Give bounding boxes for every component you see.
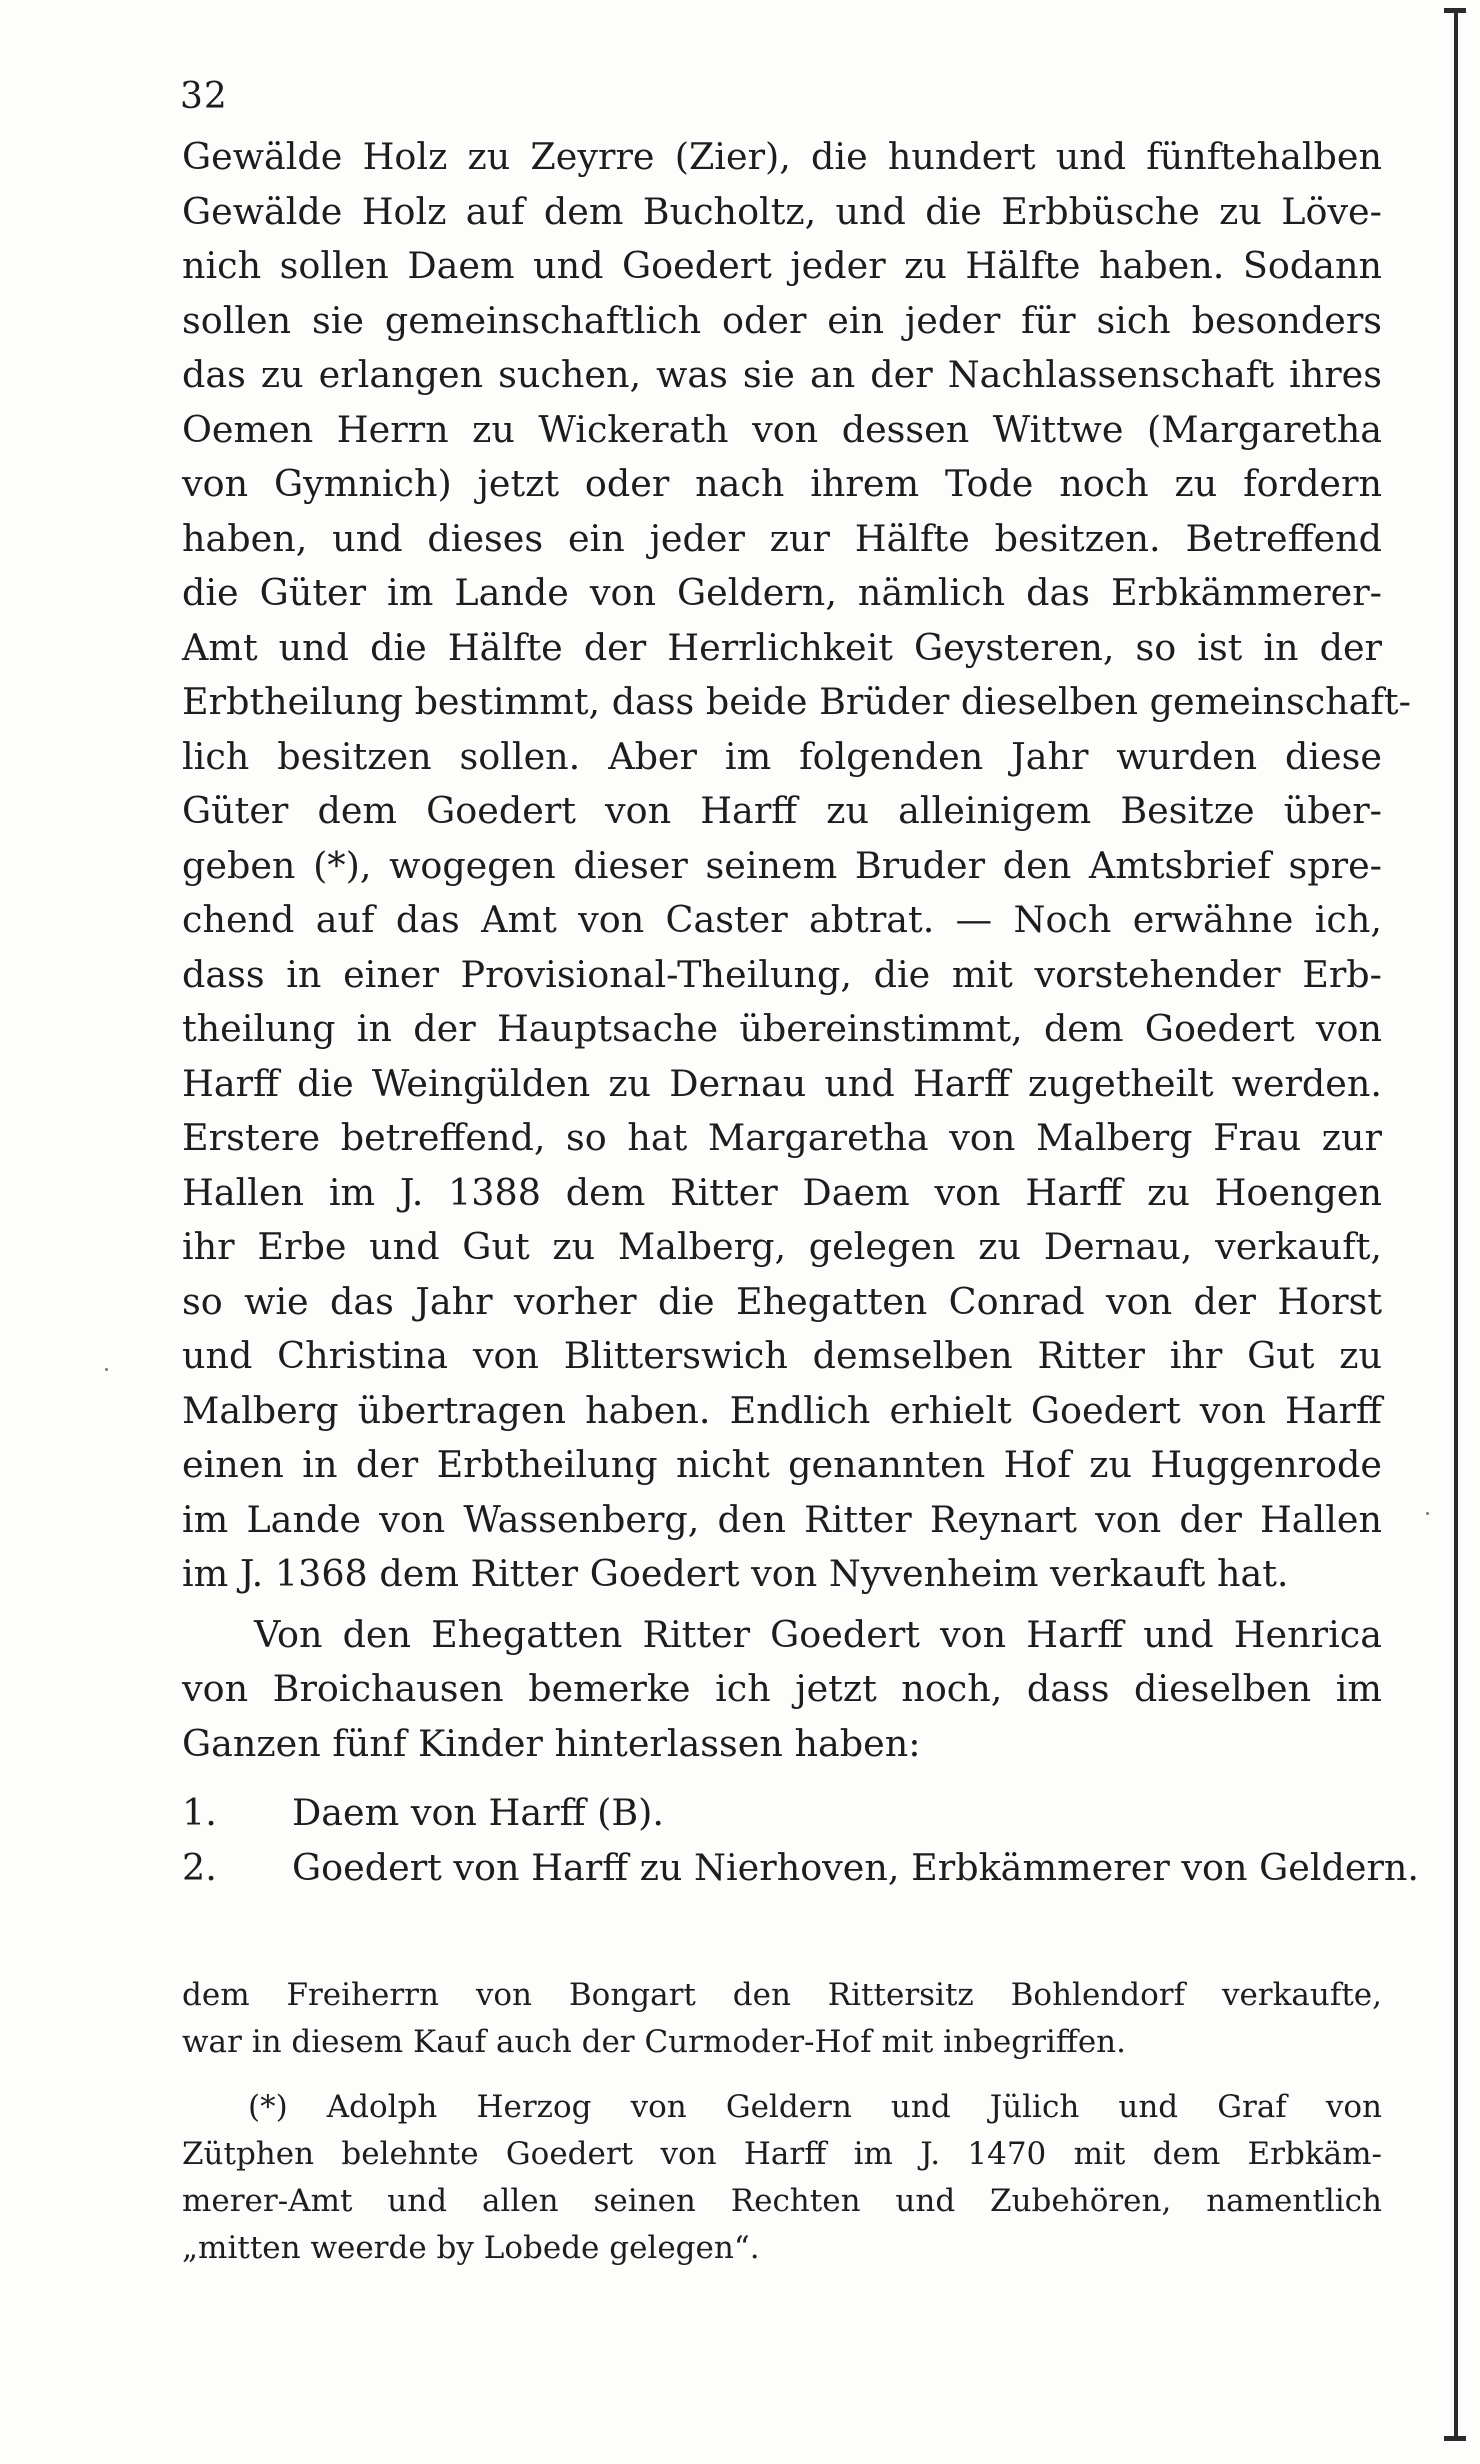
text-line: und Christina von Blitterswich demselben Ritter ihr Gut zu: [182, 1334, 1382, 1377]
footnote-line: dem Freiherrn von Bongart den Rittersitz Bohlendorf verkaufte,: [182, 1977, 1382, 2013]
text-line: lich besitzen sollen. Aber im folgenden Jahr wurden diese: [182, 734, 1382, 778]
text-line: haben, und dieses ein jeder zur Hälfte besitzen. Betreffend: [182, 516, 1382, 560]
text-line: Von den Ehegatten Ritter Goedert von Harff und Henrica: [254, 1612, 1382, 1656]
footnote-line: war in diesem Kauf auch der Curmoder-Hof mit inbegriffen.: [182, 2024, 1126, 2060]
text-line: chend auf das Amt von Caster abtrat. — Noch erwähne ich,: [182, 898, 1382, 941]
footnote-line: „mitten weerde by Lobede gelegen“.: [182, 2230, 760, 2266]
paper-speck: [105, 1368, 108, 1371]
text-line: Malberg übertragen haben. Endlich erhielt Goedert von Harff: [182, 1388, 1382, 1432]
text-line: Oemen Herrn zu Wickerath von dessen Wittwe (Margaretha: [182, 407, 1382, 451]
list-item-text: Goedert von Harff zu Nierhoven, Erbkämmerer von Geldern.: [292, 1845, 1420, 1889]
text-line: geben (*), wogegen dieser seinem Bruder den Amtsbrief spre-: [182, 843, 1382, 887]
text-line: Hallen im J. 1388 dem Ritter Daem von Harff zu Hoengen: [182, 1170, 1382, 1214]
text-line: dass in einer Provisional-Theilung, die mit vorstehender Erb-: [182, 952, 1382, 996]
text-line: sollen sie gemeinschaftlich oder ein jeder für sich besonders: [182, 298, 1382, 342]
footnote-line: merer-Amt und allen seinen Rechten und Zubehören, namentlich: [182, 2183, 1382, 2219]
text-line: Gewälde Holz zu Zeyrre (Zier), die hundert und fünftehalben: [182, 135, 1382, 178]
list-item-number: 1.: [182, 1791, 217, 1834]
text-line: Harff die Weingülden zu Dernau und Harff zugetheilt werden.: [182, 1061, 1382, 1105]
text-line: die Güter im Lande von Geldern, nämlich das Erbkämmerer-: [182, 571, 1382, 614]
text-line: Güter dem Goedert von Harff zu alleinigem Besitze über-: [182, 789, 1382, 832]
text-line: Ganzen fünf Kinder hinterlassen haben:: [182, 1721, 921, 1765]
text-line: von Broichausen bemerke ich jetzt noch, dass dieselben im: [182, 1667, 1382, 1710]
footnote-line: (*) Adolph Herzog von Geldern und Jülich und Graf von: [248, 2089, 1382, 2125]
text-line: von Gymnich) jetzt oder nach ihrem Tode noch zu fordern: [182, 462, 1382, 505]
text-line: Erstere betreffend, so hat Margaretha von Malberg Frau zur: [182, 1116, 1382, 1159]
text-line: Erbtheilung bestimmt, dass beide Brüder dieselben gemeinschaft-: [182, 680, 1411, 723]
footnotes: [182, 1972, 1382, 2272]
text-line: Amt und die Hälfte der Herrlichkeit Geysteren, so ist in der: [182, 625, 1382, 669]
text-line: ihr Erbe und Gut zu Malberg, gelegen zu Dernau, verkauft,: [182, 1225, 1382, 1268]
text-line: Gewälde Holz auf dem Bucholtz, und die Erbbüsche zu Löve-: [182, 189, 1382, 233]
list-item-text: Daem von Harff (B).: [292, 1791, 665, 1834]
list-item: [182, 1786, 1392, 1841]
text-line: einen in der Erbtheilung nicht genannten Hof zu Huggenrode: [182, 1443, 1382, 1486]
text-line: im Lande von Wassenberg, den Ritter Reynart von der Hallen: [182, 1497, 1382, 1541]
text-line: so wie das Jahr vorher die Ehegatten Conrad von der Horst: [182, 1279, 1382, 1323]
children-list: [182, 1786, 1420, 1895]
binding-edge: [1452, 0, 1460, 2464]
text-line: im J. 1368 dem Ritter Goedert von Nyvenheim verkauft hat.: [182, 1552, 1289, 1595]
list-item-number: 2.: [182, 1845, 217, 1889]
main-text-block: [182, 130, 1411, 1771]
list-item: [182, 1841, 1420, 1896]
footnote-line: Zütphen belehnte Goedert von Harff im J. 1470 mit dem Erbkäm-: [182, 2136, 1382, 2172]
text-line: theilung in der Hauptsache übereinstimmt, dem Goedert von: [182, 1007, 1382, 1050]
paper-speck: [1426, 1512, 1429, 1515]
page-number: 32: [180, 76, 228, 117]
text-line: nich sollen Daem und Goedert jeder zu Hälfte haben. Sodann: [182, 244, 1382, 287]
text-line: das zu erlangen suchen, was sie an der Nachlassenschaft ihres: [182, 353, 1382, 396]
